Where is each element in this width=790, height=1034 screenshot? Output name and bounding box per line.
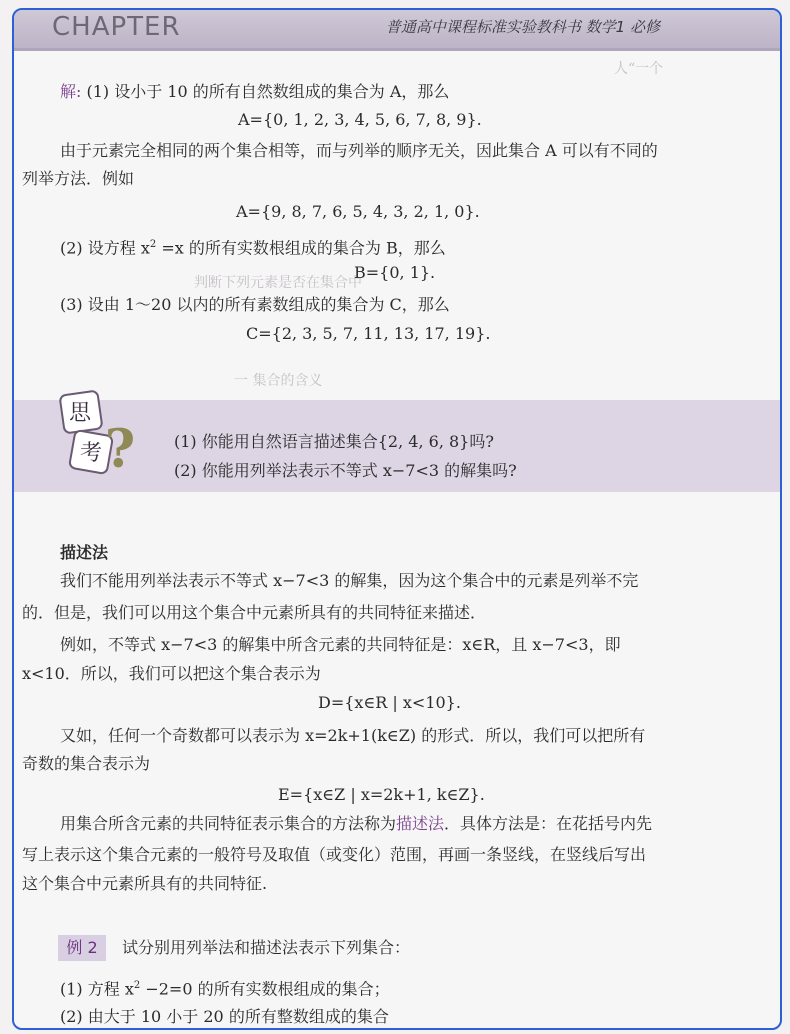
think-question-2: (2) 你能用列举法表示不等式 x−7<3 的解集吗? (174, 461, 517, 480)
solution-mark: 解: (60, 82, 82, 101)
text: ．具体方法是：在花括号内先 (444, 814, 653, 833)
superscript: 2 (149, 239, 157, 250)
equation-a: A={0, 1, 2, 3, 4, 5, 6, 7, 8, 9}. (238, 110, 482, 129)
text: (1) 方程 x (60, 979, 134, 999)
superscript: 2 (133, 980, 141, 991)
text: (2) 设方程 x (60, 238, 150, 258)
paragraph-line: 列举方法．例如 (22, 169, 135, 188)
equation-e: E={x∈Z | x=2k+1, k∈Z}. (278, 785, 485, 804)
equation-a-reordered: A={9, 8, 7, 6, 5, 4, 3, 2, 1, 0}. (236, 202, 480, 221)
textbook-page (12, 8, 782, 1030)
paragraph-line: 写上表示这个集合元素的一般符号及取值（或变化）范围，再画一条竖线，在竖线后写出 (22, 845, 647, 864)
ghost-text: 人“一个 (614, 61, 664, 77)
badge-question-mark: ? (104, 419, 136, 479)
equation-d: D={x∈R | x<10}. (318, 693, 461, 712)
think-question-1: (1) 你能用自然语言描述集合{2, 4, 6, 8}吗? (174, 432, 494, 451)
ghost-text: 判断下列元素是否在集合中 (194, 275, 362, 291)
paragraph-line: 我们不能用列举法表示不等式 x−7<3 的解集，因为这个集合中的元素是列举不完 (60, 571, 639, 590)
paragraph-line (60, 813, 652, 835)
text: −2=0 的所有实数根组成的集合； (140, 979, 390, 999)
solution-text: (1) 设小于 10 的所有自然数组成的集合为 A，那么 (86, 82, 450, 101)
equation-b: B={0, 1}. (354, 263, 436, 282)
paragraph-line: 的．但是，我们可以用这个集合中元素所具有的共同特征来描述． (22, 603, 487, 622)
paragraph-line: 由于元素完全相同的两个集合相等，而与列举的顺序无关，因此集合 A 可以有不同的 (60, 141, 658, 160)
page-header (14, 10, 780, 51)
solution-line-1 (60, 81, 449, 103)
badge-char-2: 考 (79, 441, 103, 466)
paragraph-line: 奇数的集合表示为 (22, 754, 151, 773)
section-title: 描述法 (60, 543, 109, 562)
think-badge-icon (58, 387, 138, 479)
paragraph-line: 又如，任何一个奇数都可以表示为 x=2k+1(k∈Z) 的形式．所以，我们可以把所有 (60, 726, 646, 745)
equation-c: C={2, 3, 5, 7, 11, 13, 17, 19}. (246, 324, 491, 343)
example-prompt: 试分别用列举法和描述法表示下列集合： (122, 938, 411, 957)
ghost-text: 一 集合的含义 (234, 373, 323, 389)
paragraph-line: x<10．所以，我们可以把这个集合表示为 (22, 664, 321, 683)
example-tag: 例 2 (58, 935, 106, 961)
text: 用集合所含元素的共同特征表示集合的方法称为 (60, 814, 397, 833)
badge-char-1: 思 (68, 401, 92, 426)
book-title: 普通高中课程标准实验教科书 数学1 必修 (385, 18, 660, 36)
term-description-method: 描述法 (396, 814, 445, 833)
chapter-label: CHAPTER (52, 12, 181, 42)
paragraph-line (60, 234, 446, 259)
paragraph-line: (3) 设由 1～20 以内的所有素数组成的集合为 C，那么 (60, 295, 450, 314)
example-item-1 (60, 975, 390, 1000)
example-item-2: (2) 由大于 10 小于 20 的所有整数组成的集合 (60, 1007, 389, 1026)
paragraph-line: 例如，不等式 x−7<3 的解集中所含元素的共同特征是：x∈R，且 x−7<3，即 (60, 635, 621, 654)
text: =x 的所有实数根组成的集合为 B，那么 (156, 238, 446, 258)
paragraph-line: 这个集合中元素所具有的共同特征. (22, 874, 268, 893)
